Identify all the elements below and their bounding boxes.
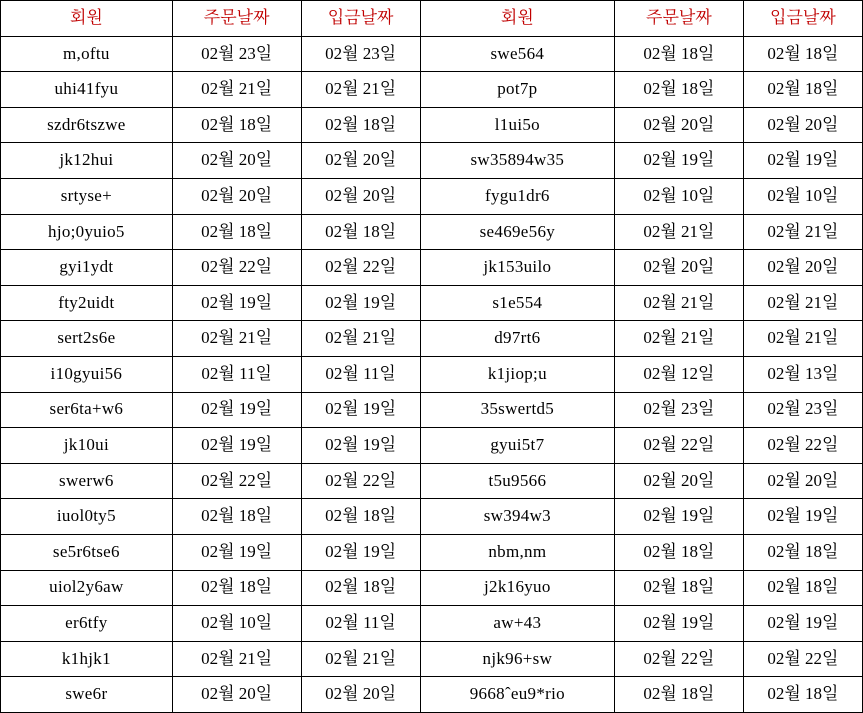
cell-deposit-date-left: 02월 20일 [301,143,420,179]
cell-order-date-left: 02월 18일 [172,107,301,143]
table-row [1,178,863,214]
cell-member-right: t5u9566 [420,463,614,499]
cell-deposit-date-right: 02월 18일 [743,570,862,606]
cell-member-right: fygu1dr6 [420,178,614,214]
cell-deposit-date-right: 02월 13일 [743,356,862,392]
cell-order-date-left: 02월 11일 [172,356,301,392]
cell-order-date-right: 02월 20일 [615,250,744,286]
column-header-deposit-date-right: 입금날짜 [743,1,862,37]
column-header-deposit-date-left: 입금날짜 [301,1,420,37]
cell-deposit-date-right: 02월 18일 [743,677,862,713]
cell-order-date-left: 02월 18일 [172,214,301,250]
cell-order-date-right: 02월 22일 [615,641,744,677]
cell-deposit-date-left: 02월 19일 [301,285,420,321]
cell-member-left: k1hjk1 [1,641,173,677]
cell-member-right: jk153uilo [420,250,614,286]
cell-order-date-left: 02월 21일 [172,72,301,108]
cell-member-left: i10gyui56 [1,356,173,392]
cell-deposit-date-left: 02월 22일 [301,463,420,499]
cell-order-date-right: 02월 21일 [615,214,744,250]
table-row [1,285,863,321]
column-header-member-right: 회원 [420,1,614,37]
cell-deposit-date-right: 02월 20일 [743,463,862,499]
cell-order-date-right: 02월 18일 [615,36,744,72]
table-row [1,677,863,713]
table-row [1,392,863,428]
table-row [1,143,863,179]
cell-order-date-right: 02월 12일 [615,356,744,392]
cell-order-date-left: 02월 21일 [172,321,301,357]
column-header-member-left: 회원 [1,1,173,37]
cell-deposit-date-left: 02월 23일 [301,36,420,72]
cell-member-left: sert2s6e [1,321,173,357]
cell-order-date-right: 02월 20일 [615,107,744,143]
cell-order-date-left: 02월 19일 [172,392,301,428]
cell-deposit-date-left: 02월 19일 [301,428,420,464]
cell-deposit-date-right: 02월 20일 [743,250,862,286]
cell-member-right: pot7p [420,72,614,108]
cell-deposit-date-right: 02월 19일 [743,606,862,642]
cell-order-date-left: 02월 19일 [172,285,301,321]
cell-member-left: hjo;0yuio5 [1,214,173,250]
table-row [1,570,863,606]
cell-member-left: ser6ta+w6 [1,392,173,428]
cell-deposit-date-left: 02월 20일 [301,178,420,214]
table-row [1,321,863,357]
cell-member-right: 35swertd5 [420,392,614,428]
cell-deposit-date-right: 02월 22일 [743,641,862,677]
cell-deposit-date-right: 02월 19일 [743,499,862,535]
cell-order-date-right: 02월 18일 [615,677,744,713]
cell-member-right: k1jiop;u [420,356,614,392]
cell-member-right: 9668ˆeu9*rio [420,677,614,713]
cell-deposit-date-right: 02월 19일 [743,143,862,179]
cell-deposit-date-left: 02월 22일 [301,250,420,286]
cell-deposit-date-right: 02월 21일 [743,214,862,250]
cell-order-date-left: 02월 20일 [172,677,301,713]
cell-order-date-right: 02월 10일 [615,178,744,214]
cell-deposit-date-left: 02월 18일 [301,214,420,250]
table-row [1,534,863,570]
cell-deposit-date-left: 02월 21일 [301,72,420,108]
cell-deposit-date-right: 02월 21일 [743,321,862,357]
cell-deposit-date-left: 02월 21일 [301,641,420,677]
cell-member-left: m,oftu [1,36,173,72]
cell-deposit-date-right: 02월 22일 [743,428,862,464]
cell-deposit-date-left: 02월 19일 [301,534,420,570]
column-header-order-date-right: 주문날짜 [615,1,744,37]
cell-order-date-right: 02월 19일 [615,143,744,179]
cell-deposit-date-right: 02월 20일 [743,107,862,143]
cell-deposit-date-right: 02월 18일 [743,72,862,108]
cell-member-left: gyi1ydt [1,250,173,286]
table-row [1,463,863,499]
cell-member-right: nbm,nm [420,534,614,570]
cell-order-date-left: 02월 20일 [172,143,301,179]
cell-deposit-date-left: 02월 20일 [301,677,420,713]
cell-order-date-left: 02월 21일 [172,641,301,677]
cell-member-left: szdr6tszwe [1,107,173,143]
cell-order-date-right: 02월 19일 [615,499,744,535]
cell-member-left: iuol0ty5 [1,499,173,535]
column-header-order-date-left: 주문날짜 [172,1,301,37]
cell-member-left: er6tfy [1,606,173,642]
table-row [1,606,863,642]
cell-member-right: gyui5t7 [420,428,614,464]
table-row [1,428,863,464]
cell-order-date-right: 02월 19일 [615,606,744,642]
cell-member-right: sw394w3 [420,499,614,535]
cell-order-date-right: 02월 21일 [615,285,744,321]
cell-deposit-date-left: 02월 18일 [301,570,420,606]
cell-order-date-right: 02월 20일 [615,463,744,499]
table-row [1,214,863,250]
table-row [1,72,863,108]
cell-member-right: j2k16yuo [420,570,614,606]
cell-order-date-right: 02월 22일 [615,428,744,464]
cell-member-left: swerw6 [1,463,173,499]
cell-deposit-date-right: 02월 23일 [743,392,862,428]
table-row [1,250,863,286]
cell-order-date-right: 02월 18일 [615,72,744,108]
cell-order-date-left: 02월 20일 [172,178,301,214]
cell-deposit-date-right: 02월 18일 [743,36,862,72]
cell-order-date-right: 02월 21일 [615,321,744,357]
table-row [1,36,863,72]
cell-member-left: se5r6tse6 [1,534,173,570]
cell-order-date-left: 02월 19일 [172,534,301,570]
cell-order-date-left: 02월 18일 [172,570,301,606]
cell-member-left: jk10ui [1,428,173,464]
cell-deposit-date-right: 02월 21일 [743,285,862,321]
table-row [1,107,863,143]
cell-deposit-date-left: 02월 11일 [301,606,420,642]
cell-order-date-right: 02월 18일 [615,570,744,606]
cell-deposit-date-left: 02월 18일 [301,107,420,143]
cell-order-date-left: 02월 10일 [172,606,301,642]
cell-deposit-date-left: 02월 11일 [301,356,420,392]
cell-member-left: jk12hui [1,143,173,179]
cell-member-left: srtyse+ [1,178,173,214]
cell-order-date-left: 02월 19일 [172,428,301,464]
cell-member-right: swe564 [420,36,614,72]
cell-member-left: fty2uidt [1,285,173,321]
table-row [1,499,863,535]
cell-order-date-left: 02월 22일 [172,463,301,499]
table-row [1,641,863,677]
cell-order-date-right: 02월 23일 [615,392,744,428]
cell-order-date-right: 02월 18일 [615,534,744,570]
cell-member-right: sw35894w35 [420,143,614,179]
cell-order-date-left: 02월 22일 [172,250,301,286]
cell-member-left: uhi41fyu [1,72,173,108]
cell-member-right: s1e554 [420,285,614,321]
table-body [1,36,863,712]
cell-member-left: uiol2y6aw [1,570,173,606]
table-row [1,356,863,392]
cell-order-date-left: 02월 23일 [172,36,301,72]
cell-order-date-left: 02월 18일 [172,499,301,535]
cell-member-right: d97rt6 [420,321,614,357]
cell-deposit-date-left: 02월 19일 [301,392,420,428]
cell-member-right: se469e56y [420,214,614,250]
cell-member-right: njk96+sw [420,641,614,677]
cell-deposit-date-right: 02월 10일 [743,178,862,214]
cell-member-right: l1ui5o [420,107,614,143]
cell-member-right: aw+43 [420,606,614,642]
cell-deposit-date-left: 02월 18일 [301,499,420,535]
table-header-row [1,1,863,37]
cell-deposit-date-right: 02월 18일 [743,534,862,570]
cell-member-left: swe6r [1,677,173,713]
cell-deposit-date-left: 02월 21일 [301,321,420,357]
